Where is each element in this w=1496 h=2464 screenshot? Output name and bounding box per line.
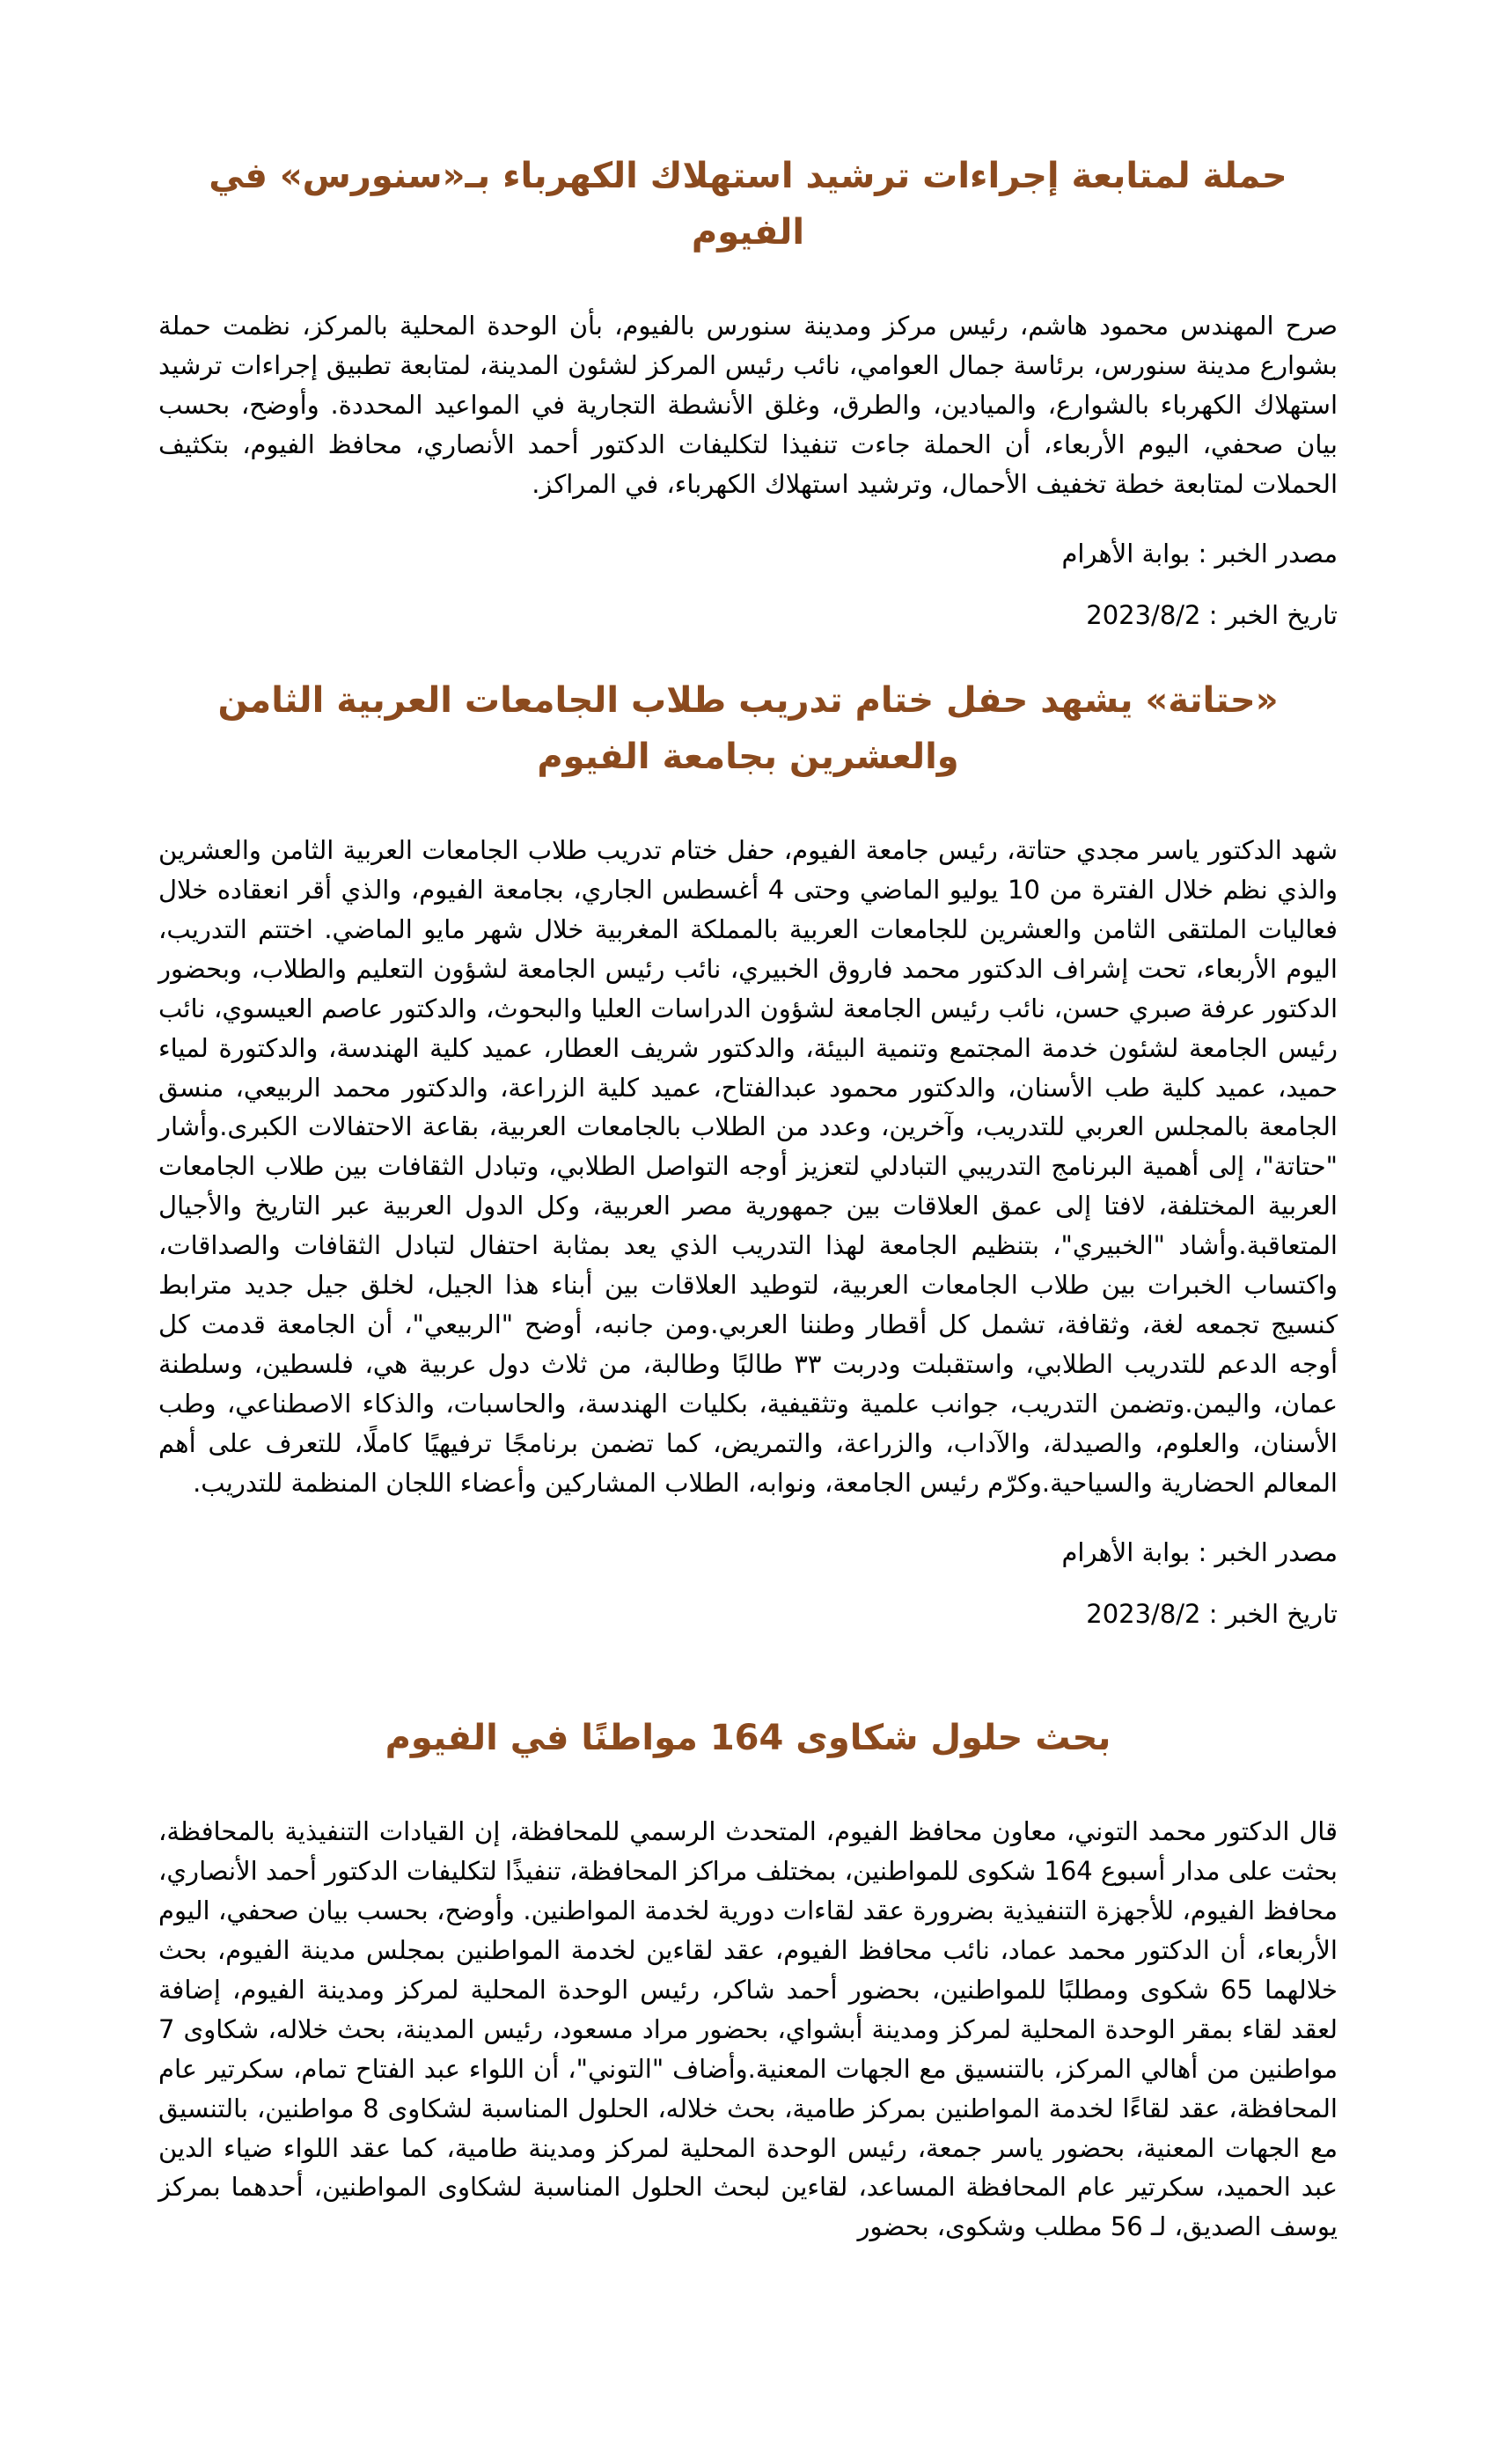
article-1 [158,148,1338,634]
article-2-title: «حتاتة» يشهد حفل ختام تدريب طلاب الجامعات العربية الثامن والعشرين بجامعة الفيوم [217,679,1279,777]
article-1-date: تاريخ الخبر : 2023/8/2 [1086,600,1338,631]
article-3 [158,1710,1338,2247]
article-2-body: شهد الدكتور ياسر مجدي حتاتة، رئيس جامعة الفيوم، حفل ختام تدريب طلاب الجامعات العربية الثامن والعشرين والذي نظم خلال الفترة من 10 يوليو الماضي وحتى 4 أغسطس الجاري، بجامعة الفيوم، والذي أقر انعقاده خلال فعاليات الملتقى الثامن والعشرين للجامعات العربية بالمملكة المغربية خلال شهر مايو الماضي. اختتم التدريب، اليوم الأربعاء، تحت إشراف الدكتور محمد فاروق الخبيري، نائب رئيس الجامعة لشؤون التعليم والطلاب، وبحضور الدكتور عرفة صبري حسن، نائب رئيس الجامعة لشؤون الدراسات العليا والبحوث، والدكتور عاصم العيسوي، نائب رئيس الجامعة لشئون خدمة المجتمع وتنمية البيئة، والدكتور شريف العطار، عميد كلية الهندسة، والدكتورة لمياء حميد، عميد كلية طب الأسنان، والدكتور محمود عبدالفتاح، عميد كلية الزراعة، والدكتور محمد الربيعي، منسق الجامعة بالمجلس العربي للتدريب، وآخرين، وعدد من الطلاب بالجامعات العربية، بقاعة الاحتفالات الكبرى.وأشار "حتاتة"، إلى أهمية البرنامج التدريبي التبادلي لتعزيز أوجه التواصل الطلابي، وتبادل الثقافات بين طلاب الجامعات العربية المختلفة، لافتا إلى عمق العلاقات بين جمهورية مصر العربية، وكل الدول العربية عبر التاريخ والأجيال المتعاقبة.وأشاد "الخبيري"، بتنظيم الجامعة لهذا التدريب الذي يعد بمثابة احتفال لتبادل الثقافات والصداقات، واكتساب الخبرات بين طلاب الجامعات العربية، لتوطيد العلاقات بين أبناء هذا الجيل، لخلق جيل جديد مترابط كنسيج تجمعه لغة، وثقافة، تشمل كل أقطار وطننا العربي.ومن جانبه، أوضح "الربيعي"، أن الجامعة قدمت كل أوجه الدعم للتدريب الطلابي، واستقبلت ودربت ٣٣ طالبًا وطالبة، من ثلاث دول عربية هي، فلسطين، وسلطنة عمان، واليمن.وتضمن التدريب، جوانب علمية وتثقيفية، بكليات الهندسة، والحاسبات، والذكاء الاصطناعي، وطب الأسنان، والعلوم، والصيدلة، والآداب، والزراعة، والتمريض، كما تضمن برنامجًا ترفيهيًا كاملًا، للتعرف على أهم المعالم الحضارية والسياحية.وكرّم رئيس الجامعة، ونوابه، الطلاب المشاركين وأعضاء اللجان المنظمة للتدريب. [158,834,1338,1498]
article-2 [158,672,1338,1632]
article-1-title: حملة لمتابعة إجراءات ترشيد استهلاك الكهرباء بـ«سنورس» في الفيوم [209,156,1287,253]
article-1-body: صرح المهندس محمود هاشم، رئيس مركز ومدينة سنورس بالفيوم، بأن الوحدة المحلية بالمركز، نظمت حملة بشوارع مدينة سنورس، برئاسة جمال العوامي، نائب رئيس المركز لشئون المدينة، لمتابعة تطبيق إجراءات ترشيد استهلاك الكهرباء بالشوارع، والميادين، والطرق، وغلق الأنشطة التجارية في المواعيد المحددة. وأوضح، بحسب بيان صحفي، اليوم الأربعاء، أن الحملة جاءت تنفيذا لتكليفات الدكتور أحمد الأنصاري، محافظ الفيوم، بتكثيف الحملات لمتابعة خطة تخفيف الأحمال، وترشيد استهلاك الكهرباء، في المراكز. [158,311,1338,499]
article-3-body: قال الدكتور محمد التوني، معاون محافظ الفيوم، المتحدث الرسمي للمحافظة، إن القيادات التنفيذية بالمحافظة، بحثت على مدار أسبوع 164 شكوى للمواطنين، بمختلف مراكز المحافظة، تنفيذًا لتكليفات الدكتور أحمد الأنصاري، محافظ الفيوم، للأجهزة التنفيذية بضرورة عقد لقاءات دورية لخدمة المواطنين. وأوضح، بحسب بيان صحفي، اليوم الأربعاء، أن الدكتور محمد عماد، نائب محافظ الفيوم، عقد لقاءين لخدمة المواطنين بمجلس مدينة الفيوم، بحث خلالهما 65 شكوى ومطلبًا للمواطنين، بحضور أحمد شاكر، رئيس الوحدة المحلية لمركز ومدينة الفيوم، إضافة لعقد لقاء بمقر الوحدة المحلية لمركز ومدينة أبشواي، بحضور مراد مسعود، رئيس المدينة، بحث خلاله، شكاوى 7 مواطنين من أهالي المركز، بالتنسيق مع الجهات المعنية.وأضاف "التوني"، أن اللواء عبد الفتاح تمام، سكرتير عام المحافظة، عقد لقاءًا لخدمة المواطنين بمركز طامية، بحث خلاله، الحلول المناسبة لشكاوى 8 مواطنين، بالتنسيق مع الجهات المعنية، بحضور ياسر جمعة، رئيس الوحدة المحلية لمركز ومدينة طامية، كما عقد اللواء ضياء الدين عبد الحميد، سكرتير عام المحافظة المساعد، لقاءين لبحث الحلول المناسبة لشكاوى المواطنين، أحدهما بمركز يوسف الصديق، لـ 56 مطلب وشكوى، بحضور [158,1816,1338,2242]
article-1-source: مصدر الخبر : بوابة الأهرام [1061,538,1338,568]
article-2-source: مصدر الخبر : بوابة الأهرام [1061,1536,1338,1567]
article-3-title: بحث حلول شكاوى 164 مواطنًا في الفيوم [385,1718,1111,1758]
article-2-date: تاريخ الخبر : 2023/8/2 [1086,1599,1338,1630]
